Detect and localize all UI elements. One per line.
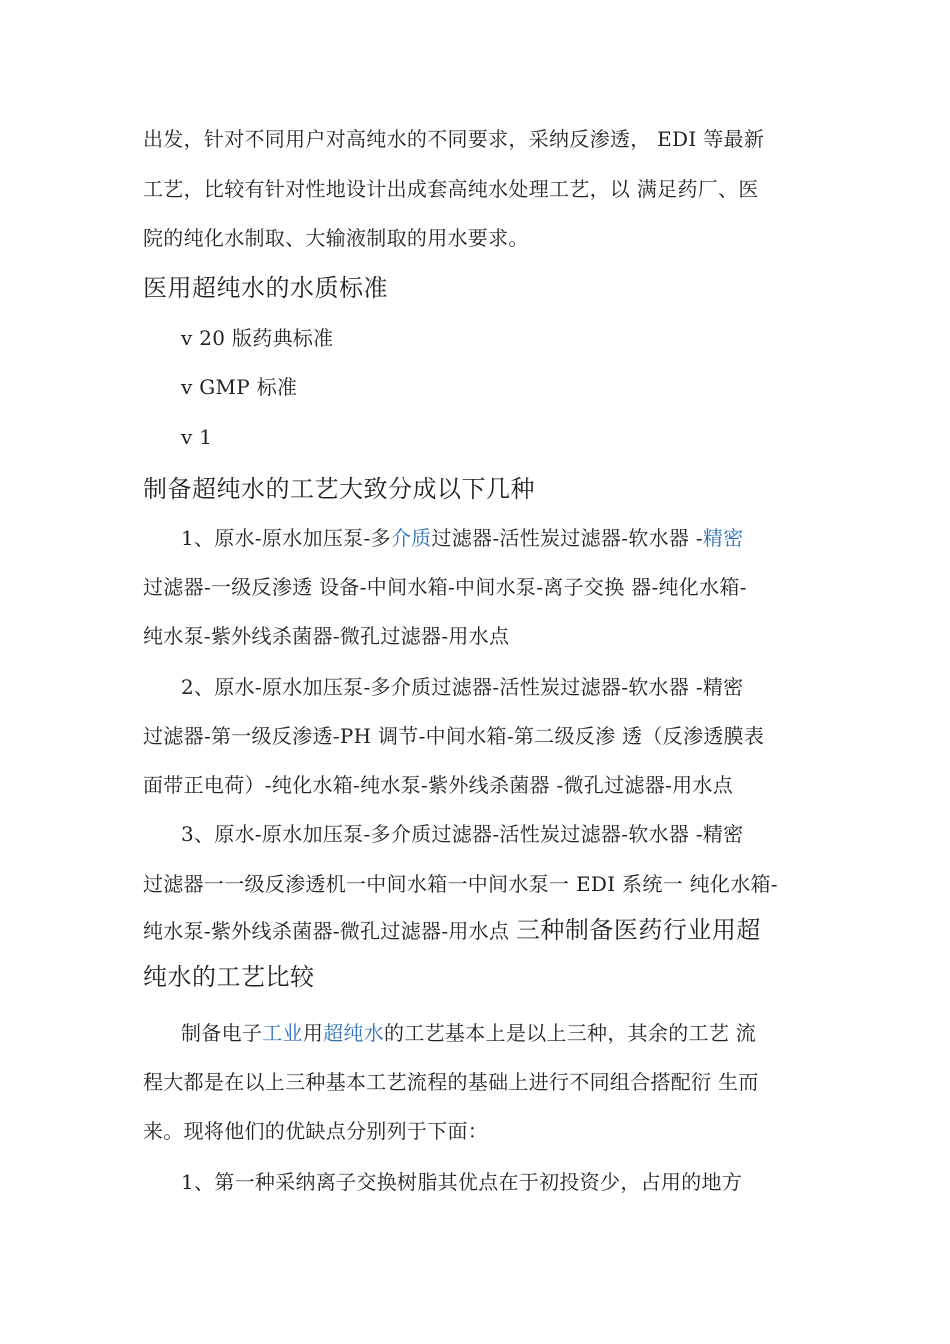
intro-line-1: 出发，针对不同用户对高纯水的不同要求，采纳反渗透， EDI 等最新 bbox=[143, 127, 765, 151]
process-2-line-3: 面带正电荷）-纯化水箱-纯水泵-紫外线杀菌器 -微孔过滤器-用水点 bbox=[143, 773, 734, 797]
process-3-line-2: 过滤器一一级反渗透机一中间水箱一中间水泵一 EDI 系统一 纯化水箱- bbox=[143, 872, 778, 896]
process-1-text-b: 过滤器-活性炭过滤器-软水器 - bbox=[431, 526, 703, 550]
list-item-gmp: v GMP 标准 bbox=[181, 375, 298, 399]
comparison-line-2: 程大都是在以上三种基本工艺流程的基础上进行不同组合搭配衍 生而 bbox=[143, 1070, 759, 1094]
list-item-pharmacopoeia: v 20 版药典标准 bbox=[181, 326, 334, 350]
process-2-line-1: 2、原水-原水加压泵-多介质过滤器-活性炭过滤器-软水器 -精密 bbox=[181, 675, 744, 699]
section-heading-process-types: 制备超纯水的工艺大致分成以下几种 bbox=[143, 475, 535, 503]
link-precision[interactable]: 精密 bbox=[702, 526, 744, 550]
comparison-text-a: 制备电子 bbox=[181, 1021, 263, 1045]
comparison-line-3: 来。现将他们的优缺点分别列于下面： bbox=[143, 1119, 489, 1143]
intro-line-3: 院的纯化水制取、大输液制取的用水要求。 bbox=[143, 226, 529, 250]
link-industry[interactable]: 工业 bbox=[262, 1021, 303, 1045]
link-media[interactable]: 介质 bbox=[390, 526, 432, 550]
comparison-text-c: 的工艺基本上是以上三种，其余的工艺 流 bbox=[384, 1021, 757, 1045]
link-ultrapure-water[interactable]: 超纯水 bbox=[323, 1021, 385, 1045]
process-1-text-a: 1、原水-原水加压泵-多 bbox=[181, 526, 391, 550]
process-3-line-1: 3、原水-原水加压泵-多介质过滤器-活性炭过滤器-软水器 -精密 bbox=[181, 822, 744, 846]
first-method-line-1: 1、第一种采纳离子交换树脂其优点在于初投资少，占用的地方 bbox=[181, 1170, 743, 1194]
process-3-line-3 bbox=[143, 916, 761, 945]
intro-line-2: 工艺，比较有针对性地设计出成套高纯水处理工艺，以 满足药厂、医 bbox=[143, 177, 759, 201]
list-item-1: v 1 bbox=[181, 425, 213, 449]
section-heading-comparison-part-2: 纯水的工艺比较 bbox=[143, 963, 315, 991]
comparison-text-b: 用 bbox=[302, 1021, 324, 1045]
section-heading-comparison-part-1: 三种制备医药行业用超 bbox=[515, 916, 761, 944]
comparison-line-1 bbox=[181, 1019, 756, 1047]
process-2-line-2: 过滤器-第一级反渗透-PH 调节-中间水箱-第二级反渗 透（反渗透膜表 bbox=[143, 724, 765, 748]
section-heading-water-standard: 医用超纯水的水质标准 bbox=[143, 274, 388, 302]
process-1-line-2: 过滤器-一级反渗透 设备-中间水箱-中间水泵-离子交换 器-纯化水箱- bbox=[143, 575, 747, 599]
process-3-text: 纯水泵-紫外线杀菌器-微孔过滤器-用水点 bbox=[143, 919, 516, 943]
process-1-line-1 bbox=[181, 524, 744, 552]
process-1-line-3: 纯水泵-紫外线杀菌器-微孔过滤器-用水点 bbox=[143, 624, 510, 648]
